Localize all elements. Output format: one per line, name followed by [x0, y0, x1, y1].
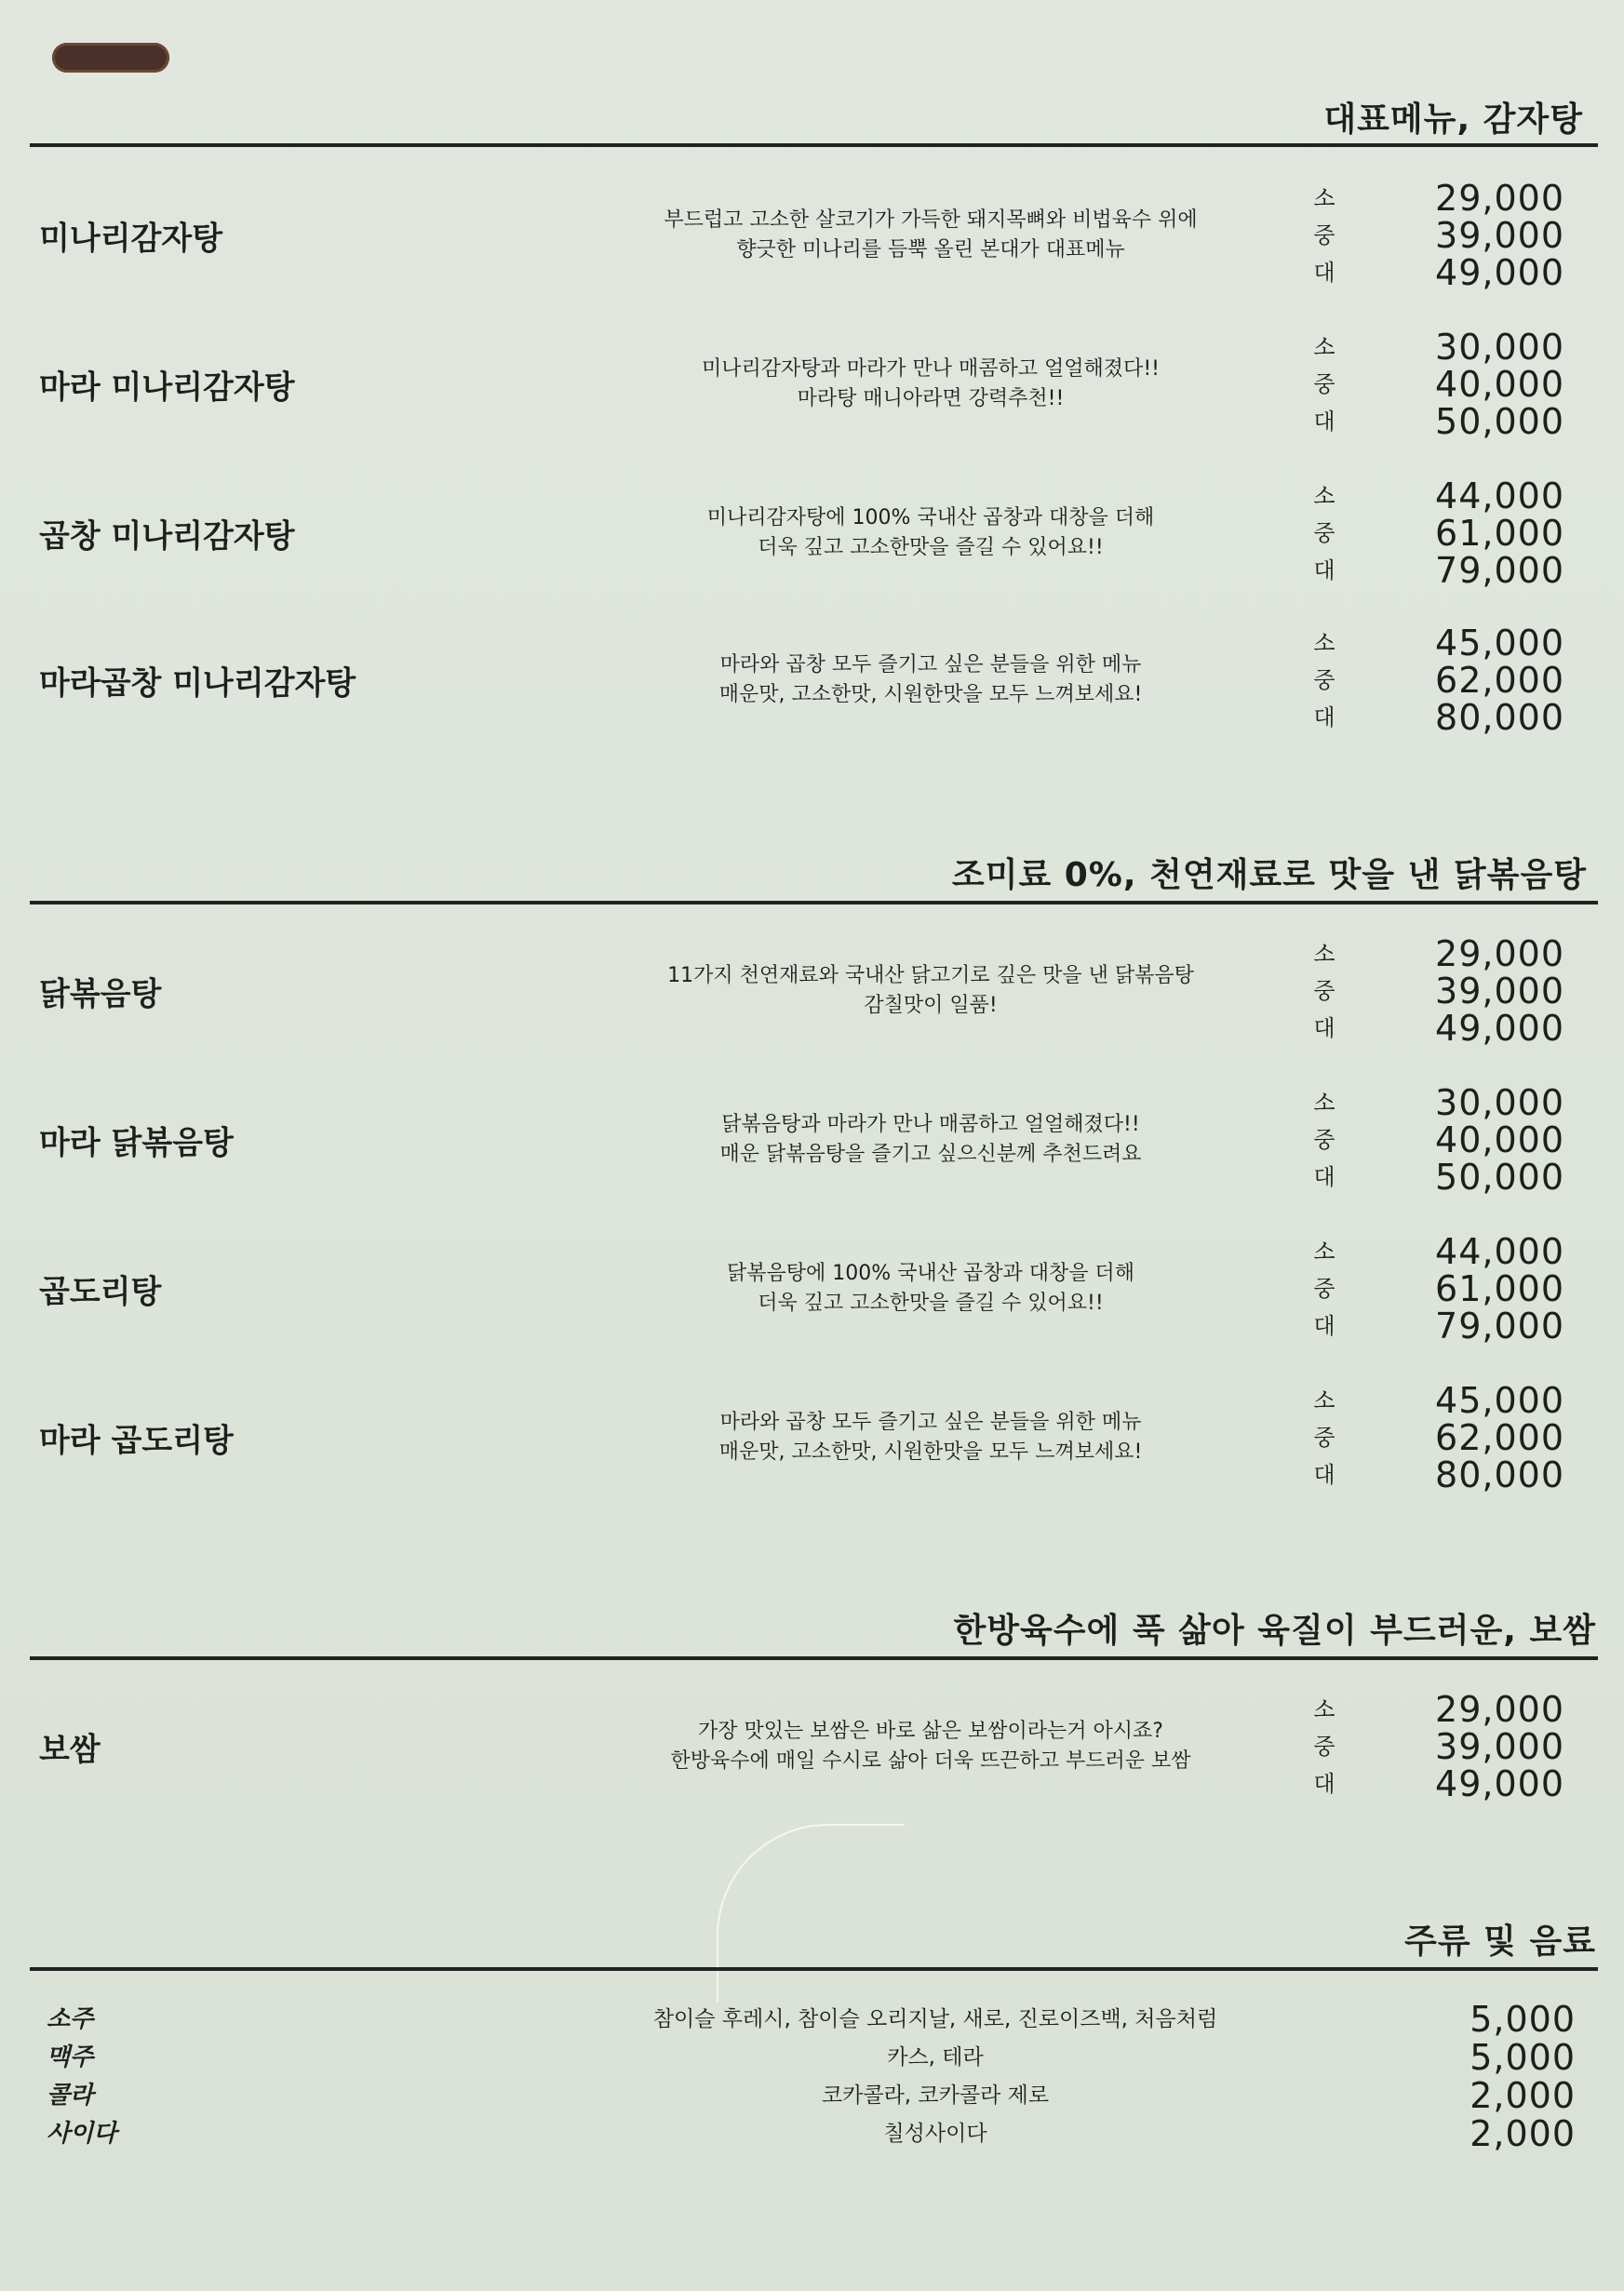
desc-line: 매운맛, 고소한맛, 시원한맛을 모두 느껴보세요!	[718, 683, 1143, 706]
menu-item	[0, 1368, 1624, 1507]
item-name: 미나리감자탕	[39, 220, 223, 258]
size-labels	[1301, 624, 1348, 736]
desc-line: 11가지 천연재료와 국내산 닭고기로 깊은 맛을 낸 닭볶음탕	[667, 964, 1194, 987]
desc-line: 미나리감자탕에 100% 국내산 곱창과 대창을 더해	[706, 506, 1155, 529]
price-medium: 62,000	[1435, 1417, 1564, 1458]
item-prices	[1435, 935, 1564, 1047]
item-description	[558, 650, 1303, 710]
size-small: 소	[1313, 1387, 1335, 1413]
item-name: 마라 곱도리탕	[39, 1422, 234, 1460]
item-name: 보쌈	[39, 1731, 101, 1769]
price-large: 79,000	[1435, 550, 1564, 591]
item-description	[558, 206, 1303, 265]
paper-scuff	[717, 1824, 905, 2003]
size-large: 대	[1313, 1164, 1335, 1190]
size-medium: 중	[1313, 1276, 1335, 1302]
price-large: 49,000	[1435, 252, 1564, 293]
price-large: 50,000	[1435, 401, 1564, 442]
desc-line: 감칠맛이 일품!	[864, 994, 998, 1017]
item-name: 닭볶음탕	[39, 975, 162, 1013]
price-large: 50,000	[1435, 1157, 1564, 1198]
item-name: 마라 닭볶음탕	[39, 1124, 234, 1162]
size-large: 대	[1313, 557, 1335, 583]
desc-line: 부드럽고 고소한 살코기가 가득한 돼지목뼈와 비법육수 위에	[664, 208, 1198, 232]
size-small: 소	[1313, 941, 1335, 967]
item-name: 곱도리탕	[39, 1273, 162, 1311]
section-title: 대표메뉴, 감자탕	[1323, 100, 1583, 139]
menu-item	[0, 1219, 1624, 1359]
menu-item	[0, 610, 1624, 750]
drink-name: 소주	[47, 2005, 94, 2033]
drink-name: 콜라	[47, 2082, 94, 2110]
item-description	[558, 961, 1303, 1021]
binder-tab	[52, 43, 169, 73]
size-small: 소	[1313, 483, 1335, 509]
drink-name: 사이다	[47, 2120, 117, 2148]
price-large: 49,000	[1435, 1008, 1564, 1049]
size-medium: 중	[1313, 520, 1335, 546]
drinks-list	[0, 2001, 1624, 2159]
drink-names	[47, 2001, 116, 2153]
size-small: 소	[1313, 185, 1335, 211]
item-description	[558, 1408, 1303, 1467]
size-medium: 중	[1313, 978, 1335, 1004]
drink-description: 카스, 테라	[887, 2045, 984, 2070]
price-large: 80,000	[1435, 697, 1564, 738]
size-large: 대	[1313, 260, 1335, 286]
item-prices	[1435, 1382, 1564, 1494]
item-description	[558, 355, 1303, 414]
price-medium: 61,000	[1435, 513, 1564, 554]
drink-price: 5,000	[1470, 2037, 1576, 2078]
item-prices	[1435, 328, 1564, 440]
item-prices	[1435, 624, 1564, 736]
size-labels	[1301, 1233, 1348, 1345]
size-small: 소	[1313, 630, 1335, 656]
price-small: 29,000	[1435, 933, 1564, 974]
desc-line: 한방육수에 매일 수시로 삶아 더욱 뜨끈하고 부드러운 보쌈	[670, 1749, 1191, 1773]
menu-item	[0, 1677, 1624, 1816]
size-medium: 중	[1313, 371, 1335, 397]
desc-line: 마라와 곱창 모두 즐기고 싶은 분들을 위한 메뉴	[719, 653, 1142, 677]
size-small: 소	[1313, 334, 1335, 360]
size-small: 소	[1313, 1090, 1335, 1116]
size-large: 대	[1313, 1015, 1335, 1041]
price-small: 29,000	[1435, 1689, 1564, 1730]
drink-description: 참이슬 후레시, 참이슬 오리지날, 새로, 진로이즈백, 처음처럼	[652, 2007, 1218, 2031]
price-small: 45,000	[1435, 1380, 1564, 1421]
size-labels	[1301, 935, 1348, 1047]
section-title: 조미료 0%, 천연재료로 맛을 낸 닭볶음탕	[951, 856, 1587, 894]
size-large: 대	[1313, 704, 1335, 730]
price-small: 29,000	[1435, 178, 1564, 219]
price-small: 30,000	[1435, 1082, 1564, 1123]
drink-price: 2,000	[1470, 2075, 1576, 2116]
section-divider	[30, 1656, 1598, 1660]
size-labels	[1301, 477, 1348, 589]
price-medium: 40,000	[1435, 1119, 1564, 1160]
item-prices	[1435, 1084, 1564, 1196]
item-description	[558, 1110, 1303, 1170]
size-large: 대	[1313, 1771, 1335, 1797]
item-description	[558, 1717, 1303, 1776]
size-medium: 중	[1313, 1734, 1335, 1760]
item-prices	[1435, 1233, 1564, 1345]
size-medium: 중	[1313, 1425, 1335, 1451]
size-large: 대	[1313, 1313, 1335, 1339]
price-medium: 61,000	[1435, 1268, 1564, 1309]
size-medium: 중	[1313, 667, 1335, 693]
menu-item	[0, 1070, 1624, 1210]
desc-line: 닭볶음탕에 100% 국내산 곱창과 대창을 더해	[727, 1262, 1134, 1285]
item-prices	[1435, 477, 1564, 589]
size-large: 대	[1313, 1462, 1335, 1488]
price-medium: 39,000	[1435, 215, 1564, 256]
price-small: 44,000	[1435, 476, 1564, 516]
size-labels	[1301, 1691, 1348, 1802]
price-large: 49,000	[1435, 1763, 1564, 1804]
section-title: 한방육수에 푹 삶아 육질이 부드러운, 보쌈	[953, 1612, 1596, 1650]
menu-item	[0, 463, 1624, 603]
size-large: 대	[1313, 409, 1335, 435]
menu-item	[0, 166, 1624, 305]
desc-line: 매운맛, 고소한맛, 시원한맛을 모두 느껴보세요!	[718, 1440, 1143, 1464]
desc-line: 닭볶음탕과 마라가 만나 매콤하고 얼얼해졌다!!	[721, 1113, 1140, 1136]
desc-line: 가장 맛있는 보쌈은 바로 삶은 보쌈이라는거 아시죠?	[698, 1720, 1163, 1743]
item-name: 마라곱창 미나리감자탕	[39, 664, 356, 703]
drink-price: 5,000	[1470, 1999, 1576, 2040]
menu-item	[0, 315, 1624, 454]
section-title: 주류 및 음료	[1404, 1923, 1596, 1961]
drink-description: 코카콜라, 코카콜라 제로	[821, 2083, 1050, 2108]
price-large: 80,000	[1435, 1454, 1564, 1495]
section-divider	[30, 143, 1598, 147]
desc-line: 향긋한 미나리를 듬뿍 올린 본대가 대표메뉴	[736, 238, 1125, 261]
size-labels	[1301, 1084, 1348, 1196]
desc-line: 더욱 깊고 고소한맛을 즐길 수 있어요!!	[758, 1292, 1104, 1315]
item-prices	[1435, 180, 1564, 291]
price-medium: 62,000	[1435, 660, 1564, 701]
item-name: 마라 미나리감자탕	[39, 368, 295, 407]
item-name: 곱창 미나리감자탕	[39, 517, 295, 556]
price-medium: 40,000	[1435, 364, 1564, 405]
size-small: 소	[1313, 1696, 1335, 1722]
drink-price: 2,000	[1470, 2113, 1576, 2154]
drink-description: 칠성사이다	[883, 2122, 987, 2146]
menu-item	[0, 921, 1624, 1061]
size-labels	[1301, 180, 1348, 291]
price-small: 44,000	[1435, 1231, 1564, 1272]
size-labels	[1301, 1382, 1348, 1494]
price-large: 79,000	[1435, 1306, 1564, 1346]
price-medium: 39,000	[1435, 1726, 1564, 1767]
drink-prices	[1470, 2001, 1576, 2153]
desc-line: 더욱 깊고 고소한맛을 즐길 수 있어요!!	[758, 536, 1104, 559]
price-small: 30,000	[1435, 327, 1564, 368]
price-small: 45,000	[1435, 623, 1564, 663]
size-medium: 중	[1313, 222, 1335, 248]
desc-line: 미나리감자탕과 마라가 만나 매콤하고 얼얼해졌다!!	[702, 357, 1160, 381]
drink-name: 맥주	[47, 2043, 94, 2071]
desc-line: 마라탕 매니아라면 강력추천!!	[797, 387, 1065, 410]
desc-line: 마라와 곱창 모두 즐기고 싶은 분들을 위한 메뉴	[719, 1411, 1142, 1434]
price-medium: 39,000	[1435, 971, 1564, 1012]
section-divider	[30, 1967, 1598, 1971]
size-labels	[1301, 328, 1348, 440]
item-description	[558, 503, 1303, 563]
section-divider	[30, 901, 1598, 904]
size-medium: 중	[1313, 1127, 1335, 1153]
item-description	[558, 1259, 1303, 1319]
drink-descriptions	[558, 2001, 1312, 2153]
item-prices	[1435, 1691, 1564, 1802]
size-small: 소	[1313, 1239, 1335, 1265]
desc-line: 매운 닭볶음탕을 즐기고 싶으신분께 추천드려요	[719, 1143, 1142, 1166]
